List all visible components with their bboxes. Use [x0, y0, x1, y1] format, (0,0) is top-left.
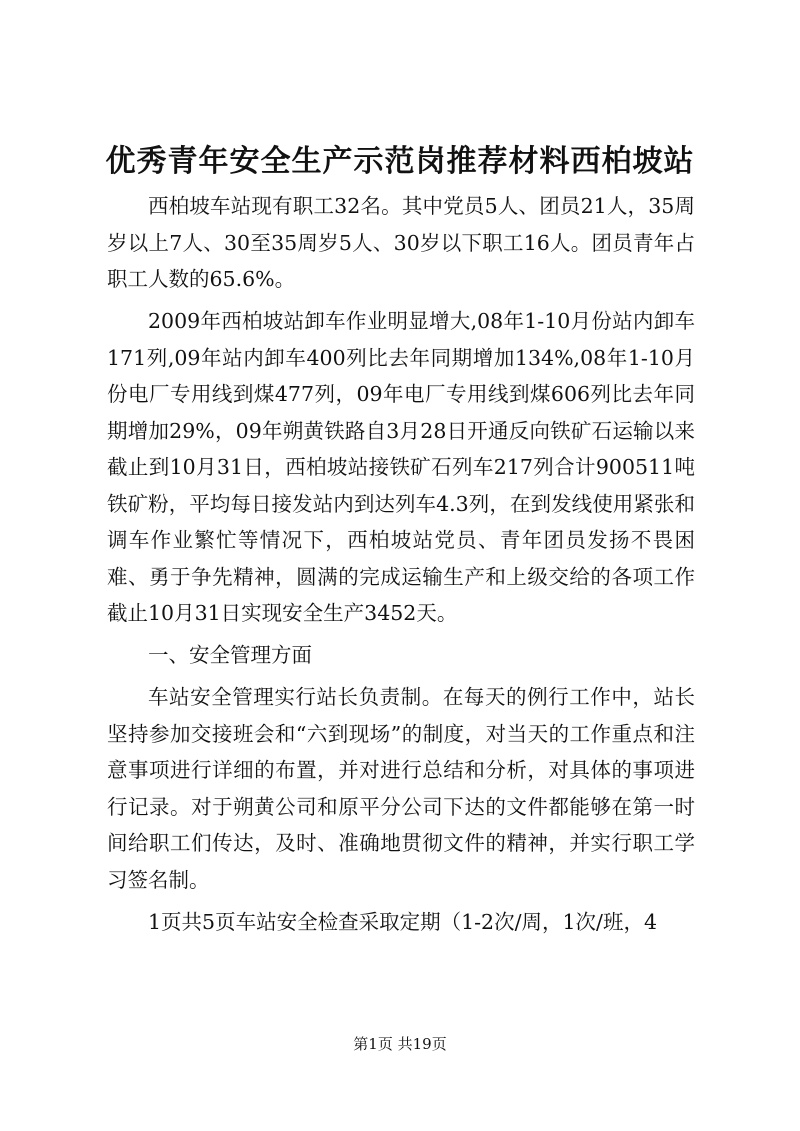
document-body [107, 188, 695, 946]
paragraph-safety-inspection: 1页共5页车站安全检查采取定期（1-2次/周，1次/班，4 [148, 909, 657, 934]
paragraph-2009-performance: 2009年西柏坡站卸车作业明显增大,08年1-10月份站内卸车171列,09年站内卸车400列比去年同期增加134%,08年1-10月份电厂专用线到煤477列，09年电厂专用线到煤606列比去年同期增加29%，09年朔黄铁路自3月28日开通反向铁矿石运输以来截止到10月31日，西柏坡站接铁矿石列车217列合计900511吨铁矿粉，平均每日接发站内到达列车4.3列，在到发线使用紧张和调车作业繁忙等情况下，西柏坡站党员、青年团员发扬不畏困难、勇于争先精神，圆满的完成运输生产和上级交给的各项工作截止10月31日实现安全生产3452天。 [107, 309, 695, 625]
section-heading-safety-management: 一、安全管理方面 [148, 643, 312, 667]
paragraph-safety-management: 车站安全管理实行站长负责制。在每天的例行工作中，站长坚持参加交接班会和“六到现场”的制度，对当天的工作重点和注意事项进行详细的布置，并对进行总结和分析，对具体的事项进行记录。对于朔黄公司和原平分公司下达的文件都能够在第一时间给职工们传达，及时、准确地贯彻文件的精神，并实行职工学习签名制。 [107, 685, 695, 892]
paragraph-staff-overview: 西柏坡车站现有职工32名。其中党员5人、团员21人，35周岁以上7人、30至35周岁5人、30岁以下职工16人。团员青年占职工人数的65.6%。 [107, 194, 695, 291]
document-title: 优秀青年安全生产示范岗推荐材料西柏坡站 [105, 144, 695, 179]
page-footer: 第1页 共19页 [353, 1035, 447, 1053]
